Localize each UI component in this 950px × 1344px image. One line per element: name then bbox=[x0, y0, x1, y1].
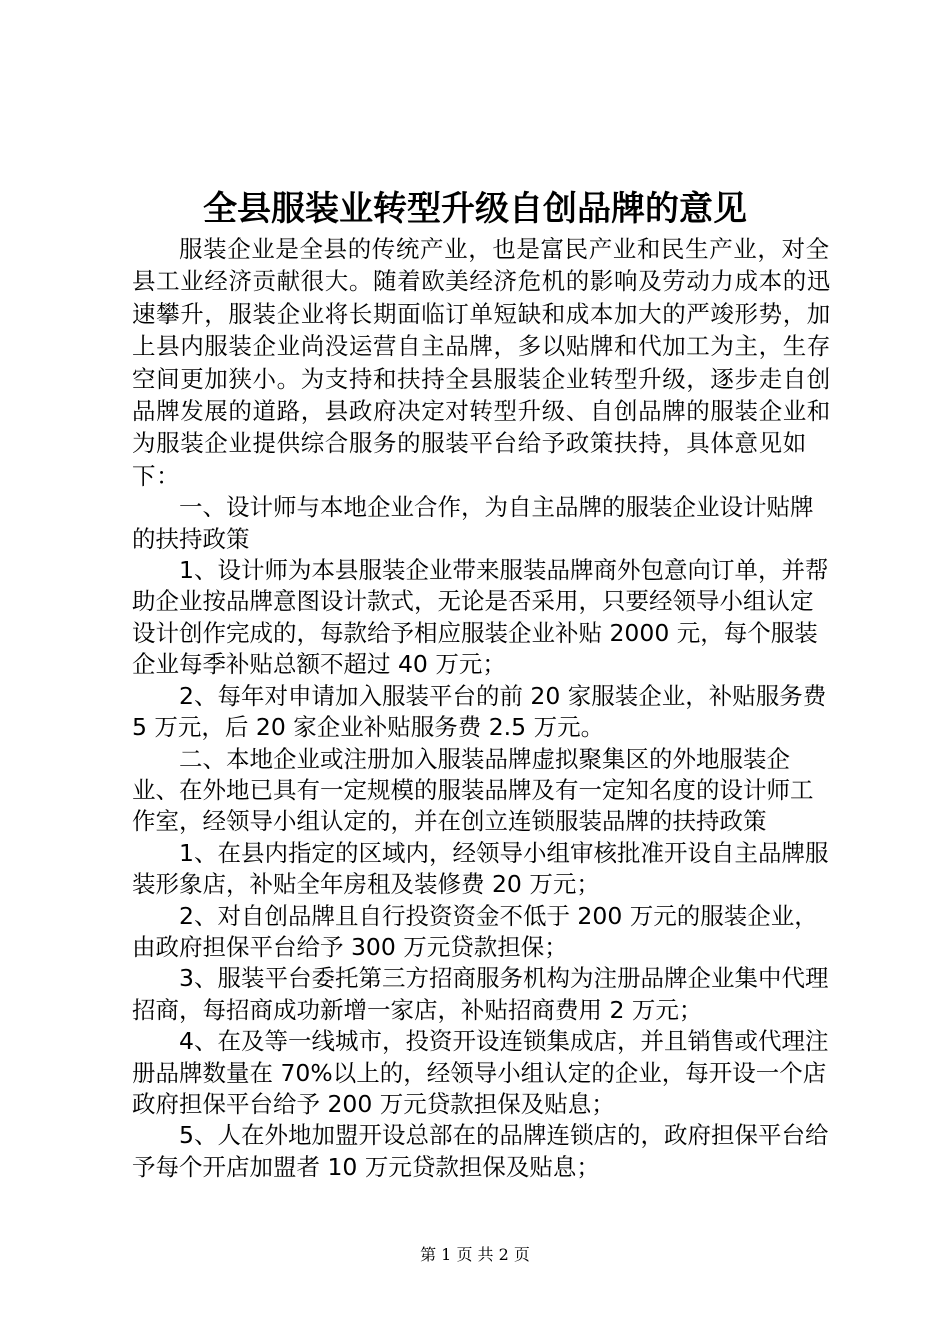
policy-item-2-3: 3、服装平台委托第三方招商服务机构为注册品牌企业集中代理招商，每招商成功新增一家店，补贴招商费用 2 万元； bbox=[132, 964, 829, 1024]
document-title: 全县服装业转型升级自创品牌的意见 bbox=[203, 189, 747, 229]
policy-item-2-4: 4、在及等一线城市，投资开设连锁集成店，并且销售或代理注册品牌数量在 70%以上的，经领导小组认定的企业，每开设一个店政府担保平台给予 200 万元贷款担保及贴息； bbox=[132, 1027, 829, 1118]
policy-item-2-1: 1、在县内指定的区域内，经领导小组审核批准开设自主品牌服装形象店，补贴全年房租及装修费 20 万元； bbox=[132, 838, 829, 899]
document-body bbox=[132, 233, 832, 1183]
intro-paragraph: 服装企业是全县的传统产业，也是富民产业和民生产业，对全县工业经济贡献很大。随着欧美经济危机的影响及劳动力成本的迅速攀升，服装企业将长期面临订单短缺和成本加大的严竣形势，加上县内服装企业尚没运营自主品牌，多以贴牌和代加工为主，生存空间更加狭小。为支持和扶持全县服装企业转型升级，逐步走自创品牌发展的道路，县政府决定对转型升级、自创品牌的服装企业和为服装企业提供综合服务的服装平台给予政策扶持，具体意见如下： bbox=[132, 235, 831, 490]
section-heading-1: 一、设计师与本地企业合作，为自主品牌的服装企业设计贴牌的扶持政策 bbox=[132, 493, 814, 553]
section-heading-2: 二、本地企业或注册加入服装品牌虚拟聚集区的外地服装企业、在外地已具有一定规模的服装品牌及有一定知名度的设计师工作室，经领导小组认定的，并在创立连锁服装品牌的扶持政策 bbox=[132, 744, 814, 836]
policy-item-2-2: 2、对自创品牌且自行投资资金不低于 200 万元的服装企业，由政府担保平台给予 300 万元贷款担保； bbox=[132, 901, 818, 961]
policy-item-1-1: 1、设计师为本县服装企业带来服装品牌商外包意向订单，并帮助企业按品牌意图设计款式，无论是否采用，只要经领导小组认定设计创作完成的，每款给予相应服装企业补贴 2000 元，每个服装企业每季补贴总额不超过 40 万元； bbox=[132, 556, 829, 679]
policy-item-2-5: 5、人在外地加盟开设总部在的品牌连锁店的，政府担保平台给予每个开店加盟者 10 万元贷款担保及贴息； bbox=[132, 1121, 829, 1181]
policy-item-1-2: 2、每年对申请加入服装平台的前 20 家服装企业，补贴服务费 5 万元，后 20 家企业补贴服务费 2.5 万元。 bbox=[132, 681, 827, 742]
page-footer: 第 1 页 共 2 页 bbox=[420, 1245, 530, 1264]
